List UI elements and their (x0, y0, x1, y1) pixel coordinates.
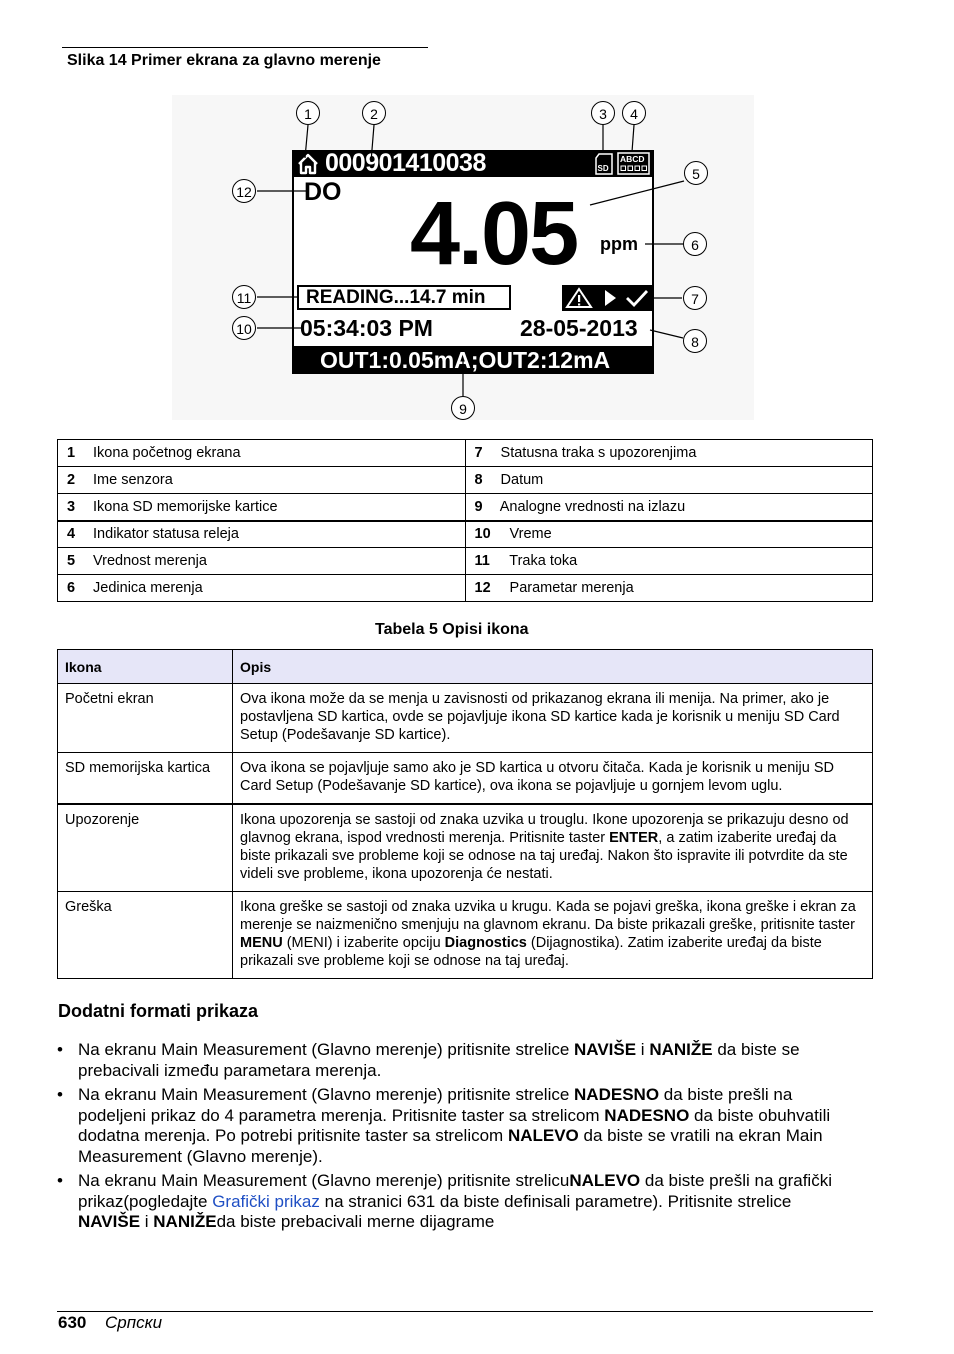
legend-row (58, 521, 873, 548)
legend-label: Vrednost merenja (93, 553, 207, 569)
legend-row (58, 467, 873, 494)
callout-11: 11 (232, 285, 256, 309)
legend-number: 6 (67, 580, 76, 596)
bullet-dot: • (57, 1040, 63, 1059)
legend-label: Parametar merenja (509, 580, 634, 596)
graph-view-link[interactable]: Grafički prikaz (212, 1191, 320, 1211)
list-item: • Na ekranu Main Measurement (Glavno merenje) pritisnite strelice NAVIŠE i NANIŽE da biste se prebacivali između parametara merenja. (57, 1040, 800, 1080)
table-title: Tabela 5 Opisi ikona (375, 621, 529, 638)
legend-number: 4 (67, 526, 76, 543)
legend-number: 5 (67, 553, 76, 569)
column-header-description: Opis (233, 650, 873, 684)
callout-2: 2 (362, 101, 386, 125)
callout-5: 5 (684, 161, 708, 185)
list-item: • Na ekranu Main Measurement (Glavno merenje) pritisnite strelice NADESNO da biste prešli na podeljeni prikaz do 4 parametra merenja. Pritisnite taster sa strelicom NADESNO da biste obuhvatili dodatna merenja. Po potrebi pritisnite taster sa strelicom NALEVO da biste se vratili na ekran Main Measurement (Glavno merenje). (57, 1085, 831, 1166)
parameter-name: DO (304, 178, 342, 206)
date-display: 28-05-2013 (520, 315, 638, 341)
legend-number: 9 (474, 498, 483, 515)
legend-label: Ikona početnog ekrana (93, 445, 241, 461)
legend-row (58, 440, 873, 467)
legend-label: Ikona SD memorijske kartice (93, 498, 278, 515)
column-header-icon: Ikona (58, 650, 233, 684)
figure-caption: Slika 14 Primer ekrana za glavno merenje (67, 52, 381, 69)
measurement-value: 4.05 (410, 184, 578, 284)
table-row (58, 753, 873, 805)
section-heading: Dodatni formati prikaza (58, 1001, 259, 1021)
legend-label: Statusna traka s upozorenjima (500, 445, 697, 461)
legend-number: 8 (474, 472, 483, 488)
table-row (58, 892, 873, 979)
callout-6: 6 (683, 232, 707, 256)
time-display: 05:34:03 PM (300, 315, 433, 341)
callout-3: 3 (591, 101, 615, 125)
icon-name: Upozorenje (58, 804, 233, 892)
icon-description: Ova ikona može da se menja u zavisnosti od prikazanog ekrana ili menija. Na primer, ako je postavljena SD kartica, ovde se pojavljuje ikona SD kartice kada je korisnik u meniju SD Card Setup (Podešavanje SD kartice). (233, 684, 873, 753)
analog-outputs: OUT1:0.05mA;OUT2:12mA (320, 347, 611, 373)
measurement-unit: ppm (600, 234, 638, 254)
sd-card-label: SD (597, 164, 609, 173)
callout-10: 10 (232, 316, 256, 340)
callout-4: 4 (622, 101, 646, 125)
legend-label: Datum (500, 472, 544, 488)
legend-number: 11 (474, 553, 490, 569)
relay-label: ABCD (620, 154, 645, 164)
callout-7: 7 (683, 286, 707, 310)
list-item: • Na ekranu Main Measurement (Glavno merenje) pritisnite strelicuNALEVO da biste prešli na grafički prikaz(pogledajte Grafički prikaz na stranici 631 da biste definisali parametre). Pritisnite strelice NAVIŠE i NANIŽEda biste prebacivali merne dijagrame (57, 1171, 832, 1231)
bullet-dot: • (57, 1171, 63, 1190)
callout-12: 12 (232, 179, 256, 203)
progress-bar: READING...14.7 min (297, 285, 511, 310)
legend-number: 1 (67, 445, 76, 461)
table-header-row (58, 650, 873, 684)
icon-description: Ikona greške se sastoji od znaka uzvika u krugu. Kada se pojavi greška, ikona greške i ekran za merenje se naizmenično smenjuju na glavnom ekranu. Da biste prikazali greške, pritisnite taster MENU (MENI) i izaberite opciju Diagnostics (Dijagnostika). Zatim izaberite uređaj da biste prikazali sve probleme koji se odnose na taj uređaj. (233, 892, 873, 979)
callout-leader-lines (0, 0, 954, 430)
legend-row (58, 575, 873, 602)
legend-label: Indikator statusa releja (93, 526, 239, 543)
legend-number: 3 (67, 498, 76, 515)
legend-row (58, 494, 873, 521)
icon-name: SD memorijska kartica (58, 753, 233, 805)
legend-label: Ime senzora (93, 472, 173, 488)
legend-label: Traka toka (509, 553, 578, 569)
icon-description: Ikona upozorenja se sastoji od znaka uzvika u trouglu. Ikone upozorenja se prikazuju desno od glavnog ekrana, ispod vrednosti merenja. Pritisnite taster ENTER, a zatim izaberite uređaj da biste prikazali sve probleme koji se odnose na taj uređaj. Nakon što ispravite ili potvrdite da ste videli sve probleme, ikona upozorenja će nestati. (233, 804, 873, 892)
footer-language: Српски (105, 1313, 163, 1332)
legend-number: 2 (67, 472, 76, 488)
table-row (58, 804, 873, 892)
legend-label: Analogne vrednosti na izlazu (499, 498, 686, 515)
footer-rule (57, 1311, 873, 1312)
callout-9: 9 (451, 396, 475, 420)
icon-name: Početni ekran (58, 684, 233, 753)
callout-8: 8 (683, 329, 707, 353)
bullet-dot: • (57, 1085, 63, 1104)
table-row (58, 684, 873, 753)
legend-number: 12 (474, 580, 491, 596)
callout-1: 1 (296, 101, 320, 125)
legend-table (57, 439, 873, 602)
page-number: 630 (58, 1313, 87, 1332)
bullet-list (57, 1040, 857, 1237)
legend-label: Jedinica merenja (93, 580, 203, 596)
icon-description: Ova ikona se pojavljuje samo ako je SD kartica u otvoru čitača. Kada je korisnik u meniju SD Card Setup (Podešavanje SD kartice), ova ikona se pojavljuje u gornjem levom uglu. (233, 753, 873, 805)
icon-name: Greška (58, 892, 233, 979)
sensor-serial: 000901410038 (325, 149, 486, 177)
legend-label: Vreme (509, 526, 552, 543)
icon-description-table (57, 649, 873, 979)
legend-number: 10 (474, 526, 491, 543)
legend-number: 7 (474, 445, 483, 461)
legend-row (58, 548, 873, 575)
